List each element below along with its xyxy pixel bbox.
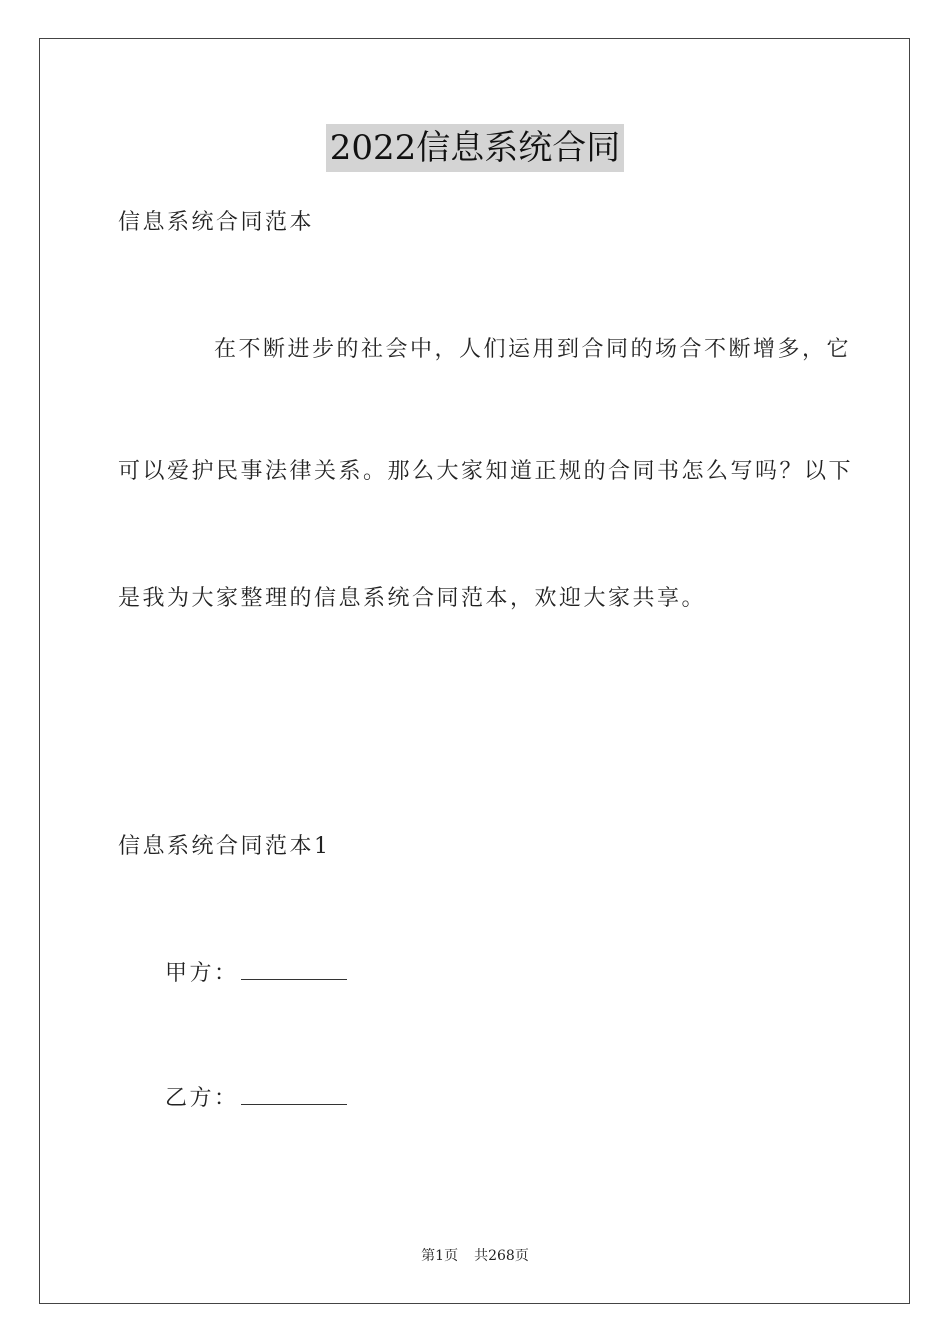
page-footer: [0, 1246, 950, 1266]
party-a-label: 甲方：: [165, 961, 239, 986]
page-number: 第1页: [421, 1248, 459, 1264]
intro-line-2: 可以爱护民事法律关系。那么大家知道正规的合同书怎么写吗？以下: [118, 459, 854, 484]
document-title: [0, 124, 950, 172]
document-subtitle: 信息系统合同范本: [118, 210, 315, 235]
party-b-blank[interactable]: [241, 1082, 347, 1105]
party-a-blank[interactable]: [241, 957, 347, 980]
intro-line-3: 是我为大家整理的信息系统合同范本，欢迎大家共享。: [118, 586, 707, 611]
party-a-line: [165, 957, 347, 989]
page-total: 共268页: [474, 1248, 529, 1264]
document-title-text: 2022信息系统合同: [326, 124, 625, 172]
section-heading: 信息系统合同范本1: [118, 834, 331, 859]
party-b-label: 乙方：: [165, 1086, 239, 1111]
intro-line-1: 在不断进步的社会中，人们运用到合同的场合不断增多，它: [214, 337, 852, 362]
party-b-line: [165, 1082, 347, 1114]
